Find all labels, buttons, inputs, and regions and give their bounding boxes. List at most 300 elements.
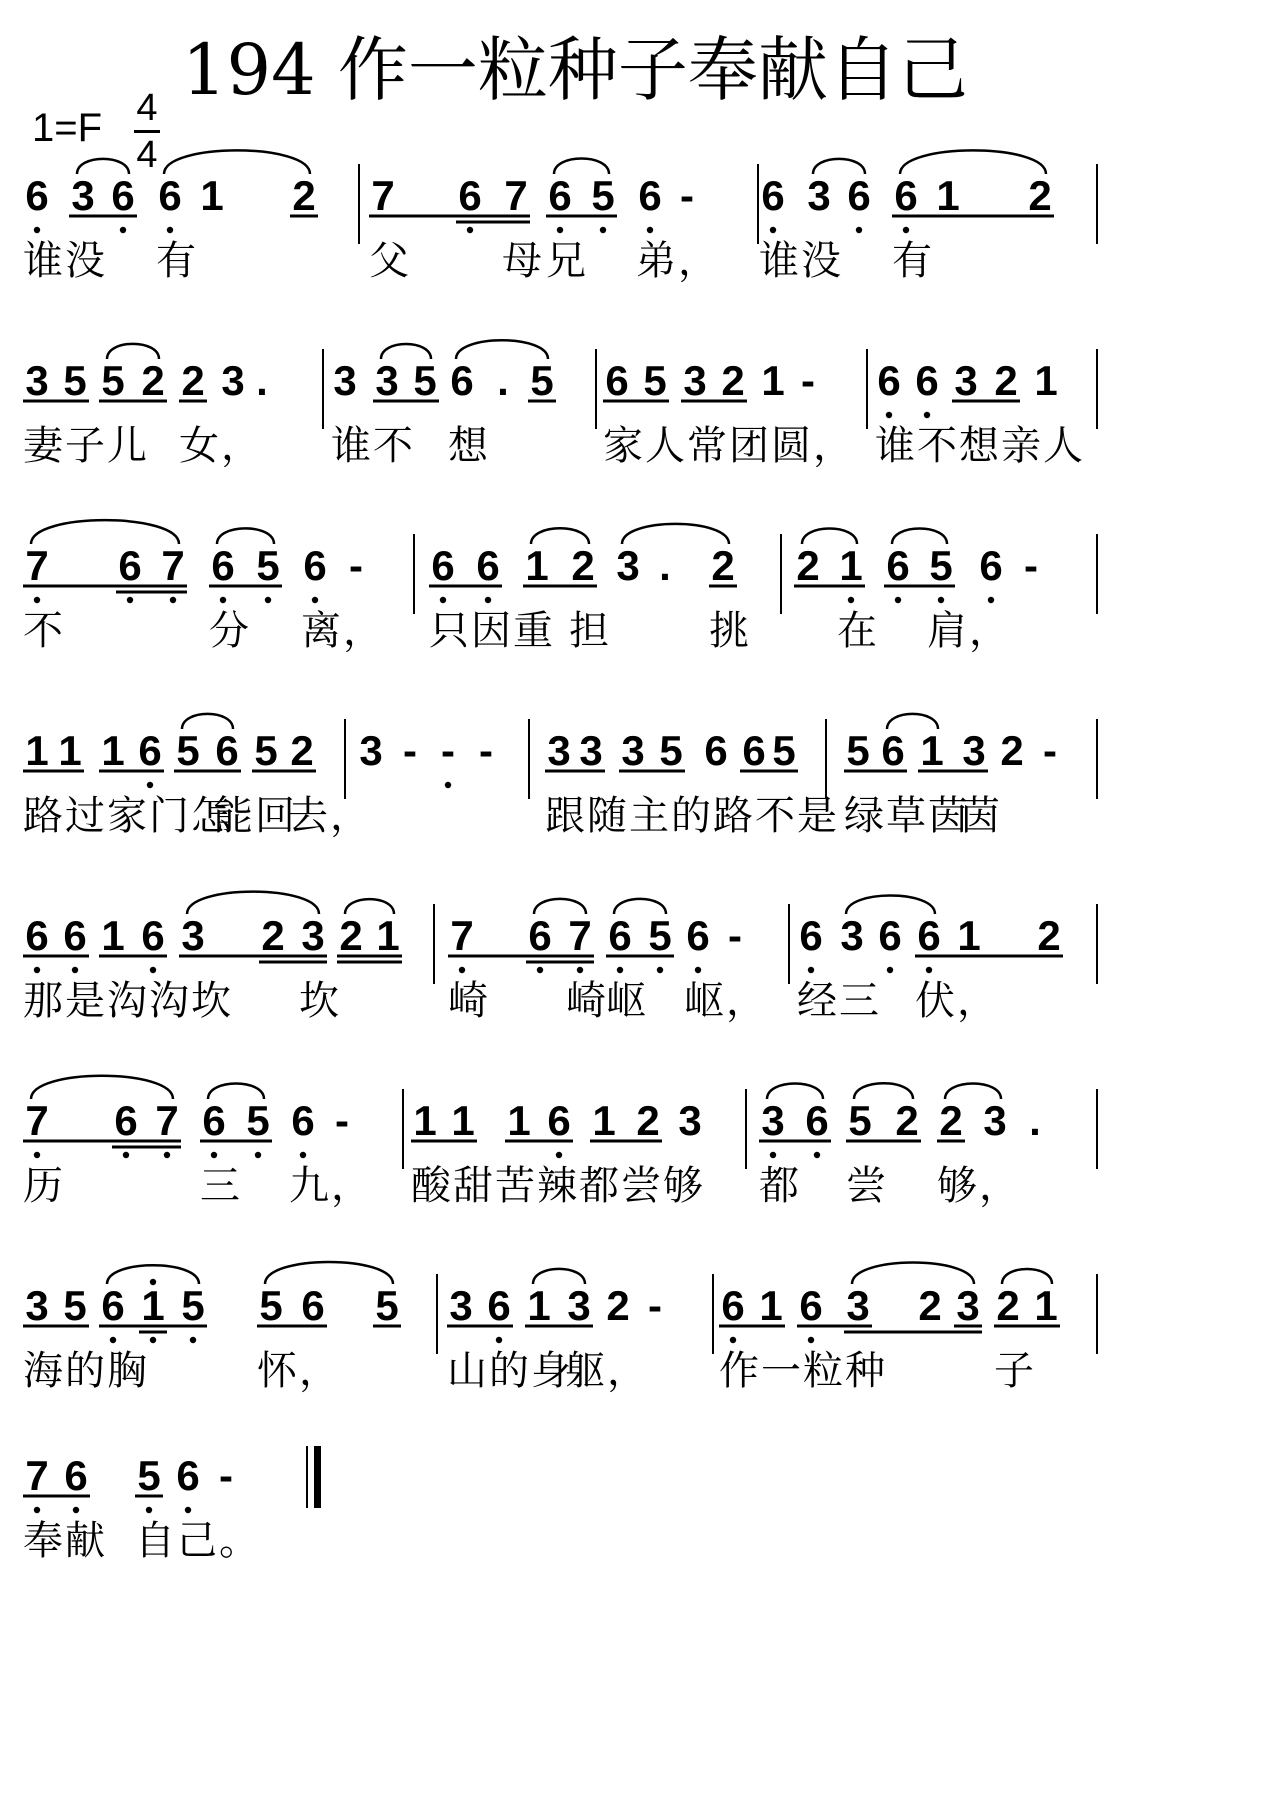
lyric-text: 能回 — [213, 793, 297, 839]
note: 5 — [181, 1282, 205, 1329]
note: 6 — [547, 1097, 571, 1144]
low-octave-dot — [903, 227, 909, 233]
score-row — [0, 1440, 1280, 1620]
sustain-dash: - — [335, 1097, 349, 1144]
note: 6 — [291, 1097, 315, 1144]
note: 5 — [643, 357, 667, 404]
bar-line — [1096, 1274, 1098, 1354]
note: 2 — [939, 1097, 963, 1144]
low-octave-dot — [34, 597, 40, 603]
note: 2 — [292, 172, 316, 219]
note: 5 — [848, 1097, 872, 1144]
note: 1 — [413, 1097, 437, 1144]
note: 2 — [796, 542, 820, 589]
low-octave-dot — [164, 1152, 170, 1158]
low-octave-dot — [848, 597, 854, 603]
low-octave-dot — [34, 1507, 40, 1513]
bar-line — [780, 534, 782, 614]
note: 6 — [761, 172, 785, 219]
low-octave-dot — [887, 967, 893, 973]
note: 2 — [141, 357, 165, 404]
note: 6 — [111, 172, 135, 219]
sustain-dash: - — [1043, 727, 1057, 774]
low-octave-dot — [924, 412, 930, 418]
note: 1 — [101, 727, 125, 774]
final-barline-thick — [314, 1446, 321, 1508]
lyric-text: 担 — [569, 608, 611, 654]
lyric-text: 岖 — [606, 978, 648, 1024]
bar-line — [595, 349, 597, 429]
note: 6 — [101, 1282, 125, 1329]
note: 3 — [807, 172, 831, 219]
bar-line — [344, 719, 346, 799]
low-octave-dot — [147, 782, 153, 788]
lyric-text: 谁没 — [23, 238, 107, 284]
note: 1 — [957, 912, 981, 959]
low-octave-dot — [123, 1152, 129, 1158]
lyric-text: 海的胸 — [23, 1348, 149, 1394]
low-octave-dot — [886, 412, 892, 418]
lyric-text: 父 — [369, 238, 411, 284]
note: 6 — [63, 912, 87, 959]
note: 5 — [63, 1282, 87, 1329]
low-octave-dot — [127, 597, 133, 603]
note: 3 — [449, 1282, 473, 1329]
lyric-text: 躯， — [565, 1348, 649, 1394]
note: 6 — [608, 912, 632, 959]
note: 3 — [567, 1282, 591, 1329]
note: 3 — [983, 1097, 1007, 1144]
note: 5 — [63, 357, 87, 404]
lyric-text: 离， — [301, 608, 385, 654]
low-octave-dot — [556, 1152, 562, 1158]
note: 5 — [176, 727, 200, 774]
note: 2 — [1028, 172, 1052, 219]
lyric-text: 分 — [209, 608, 251, 654]
note: 3 — [359, 727, 383, 774]
note: 3 — [375, 357, 399, 404]
lyric-text: 崎 — [566, 978, 608, 1024]
low-octave-dot — [34, 967, 40, 973]
lyric-text: 女， — [179, 423, 263, 469]
note: 6 — [476, 542, 500, 589]
lyric-text: 去， — [288, 793, 372, 839]
note: 7 — [371, 172, 395, 219]
note: 6 — [915, 357, 939, 404]
note: 6 — [431, 542, 455, 589]
note: 5 — [259, 1282, 283, 1329]
low-octave-dot — [895, 597, 901, 603]
note: 2 — [181, 357, 205, 404]
lyric-text: 怀， — [257, 1348, 341, 1394]
bar-line — [413, 534, 415, 614]
low-octave-dot — [170, 597, 176, 603]
note: 2 — [571, 542, 595, 589]
bar-line — [745, 1089, 747, 1169]
note: 1 — [1034, 357, 1058, 404]
note: 6 — [458, 172, 482, 219]
note: 6 — [487, 1282, 511, 1329]
lyric-text: 兄 — [546, 238, 588, 284]
sustain-dash: - — [680, 172, 694, 219]
note: 6 — [176, 1452, 200, 1499]
note: 5 — [772, 727, 796, 774]
note: 6 — [118, 542, 142, 589]
slur-arc — [900, 150, 1046, 174]
bar-line — [1096, 1089, 1098, 1169]
score-row — [0, 345, 1280, 525]
low-octave-dot — [770, 227, 776, 233]
bar-line — [358, 164, 360, 244]
note: 6 — [25, 912, 49, 959]
note: 1 — [451, 1097, 475, 1144]
low-octave-dot — [220, 597, 226, 603]
note: 2 — [290, 727, 314, 774]
note: 3 — [678, 1097, 702, 1144]
note: 3 — [181, 912, 205, 959]
meter-fraction-line — [134, 130, 160, 133]
note: 5 — [246, 1097, 270, 1144]
lyric-text: 奉献 — [23, 1518, 107, 1564]
low-octave-dot — [938, 597, 944, 603]
note: 3 — [333, 357, 357, 404]
note: 6 — [878, 912, 902, 959]
bar-line — [866, 349, 868, 429]
note: 6 — [805, 1097, 829, 1144]
lyric-text: 有 — [156, 238, 198, 284]
note: 3 — [621, 727, 645, 774]
score-row — [0, 1270, 1280, 1450]
note: 6 — [138, 727, 162, 774]
note: 6 — [881, 727, 905, 774]
low-octave-dot — [496, 1337, 502, 1343]
low-octave-dot — [647, 227, 653, 233]
low-octave-dot — [190, 1337, 196, 1343]
sustain-dash: - — [441, 727, 455, 774]
note: 1 — [376, 912, 400, 959]
note: 6 — [704, 727, 728, 774]
note: 3 — [962, 727, 986, 774]
note: 7 — [25, 542, 49, 589]
slur-arc — [852, 1263, 974, 1284]
note: 6 — [211, 542, 235, 589]
low-octave-dot — [695, 967, 701, 973]
note: 1 — [1034, 1282, 1058, 1329]
low-octave-dot — [770, 1152, 776, 1158]
note: 3 — [221, 357, 245, 404]
low-octave-dot — [211, 1152, 217, 1158]
low-octave-dot — [459, 967, 465, 973]
note: 5 — [256, 542, 280, 589]
lyric-text: 坎 — [299, 978, 341, 1024]
lyric-text: 酸甜苦辣都尝够 — [411, 1163, 705, 1209]
note: 6 — [605, 357, 629, 404]
note: 6 — [528, 912, 552, 959]
note: 5 — [846, 727, 870, 774]
note: 6 — [799, 912, 823, 959]
lyric-text: 有 — [892, 238, 934, 284]
low-octave-dot — [312, 597, 318, 603]
lyric-text: 九， — [289, 1163, 373, 1209]
note: 1 — [58, 727, 82, 774]
note: 1 — [839, 542, 863, 589]
sustain-dash: - — [349, 542, 363, 589]
note: 1 — [200, 172, 224, 219]
note: 2 — [721, 357, 745, 404]
augmentation-dot: . — [1029, 1097, 1041, 1144]
lyric-text: 够， — [937, 1163, 1021, 1209]
bar-line — [1096, 719, 1098, 799]
low-octave-dot — [146, 1507, 152, 1513]
note: 2 — [895, 1097, 919, 1144]
augmentation-dot: . — [497, 357, 509, 404]
low-octave-dot — [600, 227, 606, 233]
note: 1 — [25, 727, 49, 774]
lyric-text: 岖， — [684, 978, 768, 1024]
low-octave-dot — [557, 227, 563, 233]
score-row — [0, 530, 1280, 710]
lyric-text: 弟， — [636, 238, 720, 284]
note: 5 — [591, 172, 615, 219]
note: 1 — [527, 1282, 551, 1329]
note: 6 — [686, 912, 710, 959]
low-octave-dot — [537, 967, 543, 973]
sustain-dash: - — [403, 727, 417, 774]
low-octave-dot — [34, 1152, 40, 1158]
final-barline-thin — [306, 1446, 308, 1508]
lyric-text: 家人常团圆， — [603, 423, 855, 469]
lyric-text: 谁不想亲人 — [875, 423, 1085, 469]
low-octave-dot — [150, 1337, 156, 1343]
low-octave-dot — [577, 967, 583, 973]
bar-line — [402, 1089, 404, 1169]
bar-line — [1096, 349, 1098, 429]
score-row — [0, 900, 1280, 1080]
note: 3 — [683, 357, 707, 404]
bar-line — [757, 164, 759, 244]
note: 6 — [64, 1452, 88, 1499]
low-octave-dot — [988, 597, 994, 603]
note: 3 — [840, 912, 864, 959]
note: 3 — [71, 172, 95, 219]
bar-line — [1096, 534, 1098, 614]
score-row — [0, 1085, 1280, 1265]
song-title: 194 作一粒种子奉献自己 — [182, 29, 968, 111]
bar-line — [322, 349, 324, 429]
low-octave-dot — [72, 967, 78, 973]
lyric-text: 子 — [994, 1348, 1036, 1394]
bar-line — [436, 1274, 438, 1354]
score-row — [0, 160, 1280, 340]
note: 3 — [579, 727, 603, 774]
lyric-text: 谁没 — [759, 238, 843, 284]
lyric-text: 尝 — [846, 1163, 888, 1209]
meter-bottom: 4 — [136, 134, 158, 176]
low-octave-dot — [255, 1152, 261, 1158]
low-octave-dot — [185, 1507, 191, 1513]
low-octave-dot — [167, 227, 173, 233]
note: 2 — [996, 1282, 1020, 1329]
note: 5 — [254, 727, 278, 774]
sustain-dash: - — [219, 1452, 233, 1499]
note: 5 — [101, 357, 125, 404]
note: 2 — [994, 357, 1018, 404]
note: 7 — [161, 542, 185, 589]
low-octave-dot — [657, 967, 663, 973]
low-octave-dot — [445, 782, 451, 788]
lyric-text: 伏， — [915, 978, 999, 1024]
slur-arc — [265, 1262, 393, 1284]
note: 3 — [616, 542, 640, 589]
note: 3 — [846, 1282, 870, 1329]
slur-arc — [164, 150, 310, 174]
low-octave-dot — [467, 227, 473, 233]
note: 7 — [25, 1452, 49, 1499]
note: 3 — [956, 1282, 980, 1329]
note: 1 — [141, 1282, 165, 1329]
note: 6 — [742, 727, 766, 774]
note: 6 — [25, 172, 49, 219]
note: 6 — [215, 727, 239, 774]
lyric-text: 三 — [200, 1163, 242, 1209]
lyric-text: 崎 — [448, 978, 490, 1024]
lyric-text: 作一粒种 — [719, 1348, 887, 1394]
note: 6 — [894, 172, 918, 219]
augmentation-dot: . — [256, 357, 268, 404]
note: 6 — [917, 912, 941, 959]
sustain-dash: - — [648, 1282, 662, 1329]
bar-line — [825, 719, 827, 799]
bar-line — [712, 1274, 714, 1354]
bar-line — [1096, 164, 1098, 244]
note: 5 — [648, 912, 672, 959]
note: 2 — [636, 1097, 660, 1144]
note: 6 — [877, 357, 901, 404]
low-octave-dot — [150, 967, 156, 973]
augmentation-dot: . — [659, 542, 671, 589]
note: 1 — [507, 1097, 531, 1144]
low-octave-dot — [300, 1152, 306, 1158]
sustain-dash: - — [728, 912, 742, 959]
note: 5 — [137, 1452, 161, 1499]
note: 5 — [375, 1282, 399, 1329]
note: 7 — [450, 912, 474, 959]
note: 6 — [548, 172, 572, 219]
note: 3 — [25, 1282, 49, 1329]
note: 6 — [450, 357, 474, 404]
note: 6 — [886, 542, 910, 589]
note: 6 — [303, 542, 327, 589]
bar-line — [433, 904, 435, 984]
note: 7 — [504, 172, 528, 219]
low-octave-dot — [926, 967, 932, 973]
note: 1 — [759, 1282, 783, 1329]
note: 2 — [1000, 727, 1024, 774]
low-octave-dot — [730, 1337, 736, 1343]
note: 7 — [155, 1097, 179, 1144]
note: 6 — [847, 172, 871, 219]
low-octave-dot — [265, 597, 271, 603]
note: 7 — [568, 912, 592, 959]
lyric-text: 谁不 — [331, 423, 415, 469]
note: 2 — [918, 1282, 942, 1329]
note: 5 — [530, 357, 554, 404]
sustain-dash: - — [1024, 542, 1038, 589]
meter-top: 4 — [136, 87, 158, 129]
lyric-text: 挑 — [709, 608, 751, 654]
lyric-text: 路过家门怎 — [23, 793, 233, 839]
note: 1 — [101, 912, 125, 959]
lyric-text: 只因重 — [429, 608, 555, 654]
lyric-text: 都 — [759, 1163, 801, 1209]
note: 6 — [301, 1282, 325, 1329]
note: 2 — [711, 542, 735, 589]
note: 1 — [592, 1097, 616, 1144]
note: 2 — [606, 1282, 630, 1329]
note: 2 — [1037, 912, 1061, 959]
low-octave-dot — [440, 597, 446, 603]
note: 6 — [638, 172, 662, 219]
low-octave-dot — [485, 597, 491, 603]
note: 6 — [721, 1282, 745, 1329]
lyric-text: 那是沟沟坎 — [23, 978, 233, 1024]
lyric-text: 自己。 — [135, 1518, 261, 1564]
note: 6 — [141, 912, 165, 959]
low-octave-dot — [856, 227, 862, 233]
key-signature: 1=F — [32, 106, 103, 150]
note: 1 — [936, 172, 960, 219]
note: 5 — [659, 727, 683, 774]
low-octave-dot — [73, 1507, 79, 1513]
lyric-text: 茵 — [960, 793, 1002, 839]
lyric-text: 想 — [448, 423, 490, 469]
note: 6 — [202, 1097, 226, 1144]
note: 1 — [761, 357, 785, 404]
lyric-text: 妻子儿 — [23, 423, 149, 469]
bar-line — [1096, 904, 1098, 984]
note: 2 — [261, 912, 285, 959]
note: 5 — [929, 542, 953, 589]
score-row — [0, 715, 1280, 895]
note: 7 — [25, 1097, 49, 1144]
note: 1 — [525, 542, 549, 589]
note: 6 — [158, 172, 182, 219]
lyric-text: 绿草茵 — [844, 793, 970, 839]
lyric-text: 不 — [23, 608, 65, 654]
low-octave-dot — [120, 227, 126, 233]
low-octave-dot — [814, 1152, 820, 1158]
low-octave-dot — [808, 1337, 814, 1343]
lyric-text: 肩， — [927, 608, 1011, 654]
low-octave-dot — [617, 967, 623, 973]
lyric-text: 母 — [502, 238, 544, 284]
note: 3 — [547, 727, 571, 774]
note: 3 — [761, 1097, 785, 1144]
sustain-dash: - — [801, 357, 815, 404]
note: 3 — [954, 357, 978, 404]
bar-line — [788, 904, 790, 984]
note: 6 — [114, 1097, 138, 1144]
lyric-text: 历 — [23, 1163, 65, 1209]
lyric-text: 在 — [837, 608, 879, 654]
note: 5 — [413, 357, 437, 404]
note: 6 — [799, 1282, 823, 1329]
note: 6 — [979, 542, 1003, 589]
low-octave-dot — [808, 967, 814, 973]
sustain-dash: - — [479, 727, 493, 774]
lyric-text: 经三 — [797, 978, 881, 1024]
lyric-text: 山的身 — [447, 1348, 573, 1394]
